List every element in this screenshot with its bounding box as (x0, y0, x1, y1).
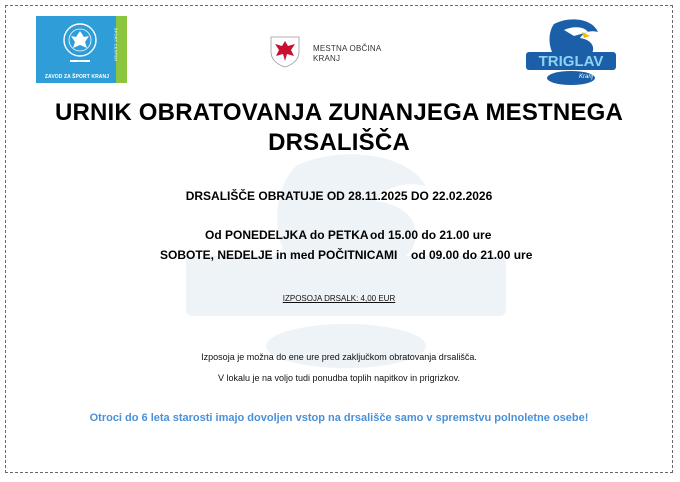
weekend-hours: od 09.00 do 21.00 ure (411, 248, 533, 262)
zavod-za-sport-logo (36, 16, 127, 83)
crest-icon (63, 20, 97, 70)
title-line-2: DRSALIŠČA (268, 129, 410, 156)
eagle-crest-icon (268, 34, 302, 68)
zavod-caption: ZAVOD ZA ŠPORT KRANJ (44, 74, 110, 80)
title-line-1: URNIK OBRATOVANJA ZUNANJEGA MESTNEGA (54, 99, 624, 126)
triglav-logo-subtext: Kranj (578, 74, 594, 80)
weekday-hours: od 15.00 do 21.00 ure (370, 228, 492, 242)
page-title (6, 98, 672, 158)
mo-line2: KRANJ (313, 54, 341, 63)
mo-line1: MESTNA OBČINA (313, 44, 382, 53)
children-notice: Otroci do 6 leta starosti imajo dovoljen vstop na drsališče samo v spremstvu polnoletne osebe! (89, 412, 589, 424)
stripe-text: ŠPORT CENTER (113, 27, 119, 62)
skate-rental-price: IZPOSOJA DRSALK: 4,00 EUR (282, 294, 396, 303)
triglav-logo-text: TRIGLAV (538, 53, 604, 70)
rental-note: Izposoja je možna do ene ure pred zaključkom obratovanja drsališča. (201, 352, 477, 362)
triglav-logo (524, 16, 619, 88)
mestna-obcina-logo (268, 34, 408, 72)
mestna-obcina-text (313, 44, 381, 64)
weekday-days: Od PONEDELJKA do PETKA (205, 228, 369, 242)
poster (5, 5, 673, 473)
logo-green-stripe (113, 16, 127, 83)
weekend-days: SOBOTE, NEDELJE in med POČITNICAMI (160, 248, 398, 262)
operating-period: DRSALIŠČE OBRATUJE OD 28.11.2025 DO 22.02.2026 (185, 189, 493, 203)
bar-note: V lokalu je na voljo tudi ponudba toplih napitkov in prigrizkov. (218, 373, 460, 383)
